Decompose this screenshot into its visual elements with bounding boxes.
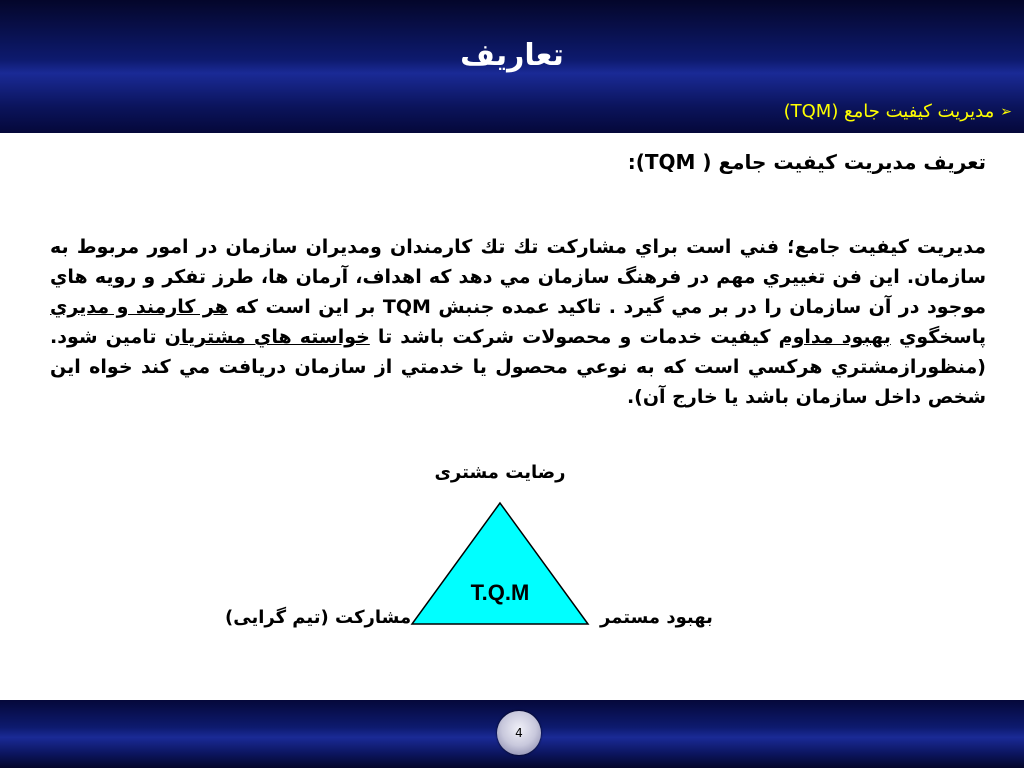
definition-heading: تعريف مديريت كيفيت جامع ( TQM): (627, 150, 986, 174)
paragraph-text-2: پاسخگوي (890, 326, 986, 348)
tqm-center-label: T.Q.M (470, 580, 530, 605)
definition-paragraph (50, 232, 986, 412)
paragraph-text-3: كيفيت خدمات و محصولات شركت باشد تا (369, 326, 779, 348)
triangle-shape (408, 500, 592, 628)
page-number-badge (497, 711, 541, 755)
tqm-triangle-diagram (0, 455, 1024, 655)
arrowhead-bullet-icon: ➢ (1000, 103, 1012, 120)
underlined-customer-needs: خواسته هاي مشتريان (164, 326, 370, 348)
header-band (0, 0, 1024, 133)
slide-title: تعاریف (460, 38, 564, 73)
underlined-continuous-improvement: بهبود مداوم (778, 326, 891, 348)
participation-label: مشارکت (تیم گرایی) (225, 607, 412, 628)
triangle-polygon (412, 503, 588, 624)
continuous-improvement-label: بهبود مستمر (600, 607, 713, 628)
subtitle-bullet (784, 101, 1012, 122)
subtitle-text: مديريت كيفيت جامع (TQM) (783, 101, 995, 122)
page-number: 4 (515, 726, 523, 740)
customer-satisfaction-label: رضایت مشتری (434, 462, 566, 483)
underlined-every-employee: هر كارمند و مديري (50, 296, 228, 318)
paragraph-text-4: تامين شود.(منظورازمشتري هركسي است كه به نوعي محصول يا خدمتي از سازمان دريافت مي كند خواه اين شخص داخل سازمان باشد يا خارج آن). (50, 326, 986, 408)
paragraph-text-1: مديريت كيفيت جامع؛ فني است براي مشاركت تك تك كارمندان ومديران سازمان در امور مربوط به سازمان. اين فن تغييري مهم در فرهنگ سازمان مي دهد كه اهداف، آرمان ها، طرز تفكر و رويه هاي موجود در آن سازمان را در بر مي گيرد . تاكيد عمده جنبش TQM بر اين است كه (50, 236, 986, 318)
